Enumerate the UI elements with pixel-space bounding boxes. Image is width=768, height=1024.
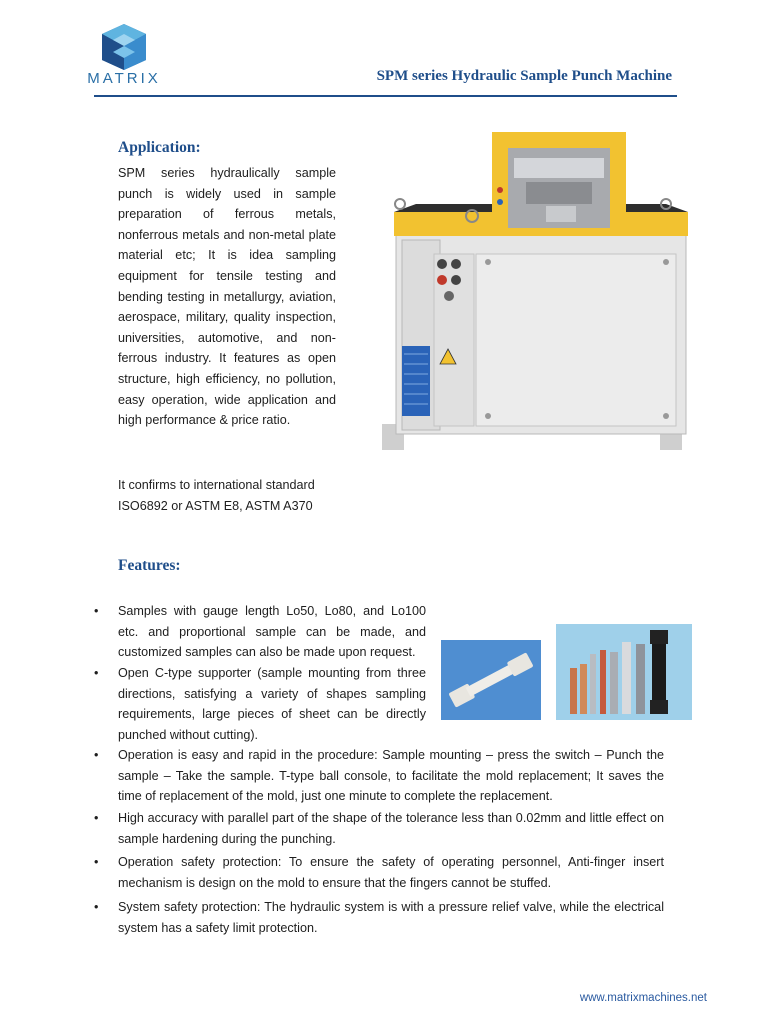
standard-text: It confirms to international standard ISO6892 or ASTM E8, ASTM A370 (118, 478, 315, 513)
logo-text: MATRIX (87, 70, 161, 87)
header-rule (94, 95, 677, 97)
list-item: • System safety protection: The hydraulic system is with a pressure relief valve, while the electrical system has a safety limit protection. (94, 897, 664, 938)
application-heading: Application: (118, 139, 201, 156)
sample-photo-group (556, 624, 692, 720)
footer-website-link[interactable]: www.matrixmachines.net (579, 992, 707, 1004)
list-item: • Operation is easy and rapid in the procedure: Sample mounting – press the switch – Punch the sample – Take the sample. T-type ball console, to facilitate the mold replacement; It saves the time of replacement of the mold, just one minute to complete the replacement. (94, 745, 664, 807)
sample-photo-single (441, 640, 541, 720)
list-item: • Samples with gauge length Lo50, Lo80, and Lo100 etc. and proportional sample can be made, and customized samples can also be made upon request. (94, 601, 426, 663)
list-item: • Open C-type supporter (sample mounting from three directions, satisfying a variety of shapes sampling requirements, large pieces of sheet can be directly punched without cutting). (94, 663, 426, 745)
application-body: SPM series hydraulically sample punch is widely used in sample preparation of ferrous metals, nonferrous metals and non-metal plate material etc; It is idea sampling equipment for tensile testing and bending testing in metallurgy, aviation, aerospace, military, quality inspection, universities, automotive, and non-ferrous industry. It features as open structure, high efficiency, no pollution, easy operation, wide application and high performance & price ratio. (118, 166, 336, 428)
document-title: SPM series Hydraulic Sample Punch Machine (376, 68, 672, 84)
features-heading: Features: (118, 557, 181, 574)
list-item: • Operation safety protection: To ensure the safety of operating personnel, Anti-finger insert mechanism is design on the mold to ensure that the fingers cannot be stuffed. (94, 852, 664, 893)
list-item: • High accuracy with parallel part of the shape of the tolerance less than 0.02mm and little effect on sample hardening during the punching. (94, 808, 664, 849)
punch-machine-image (376, 124, 696, 474)
